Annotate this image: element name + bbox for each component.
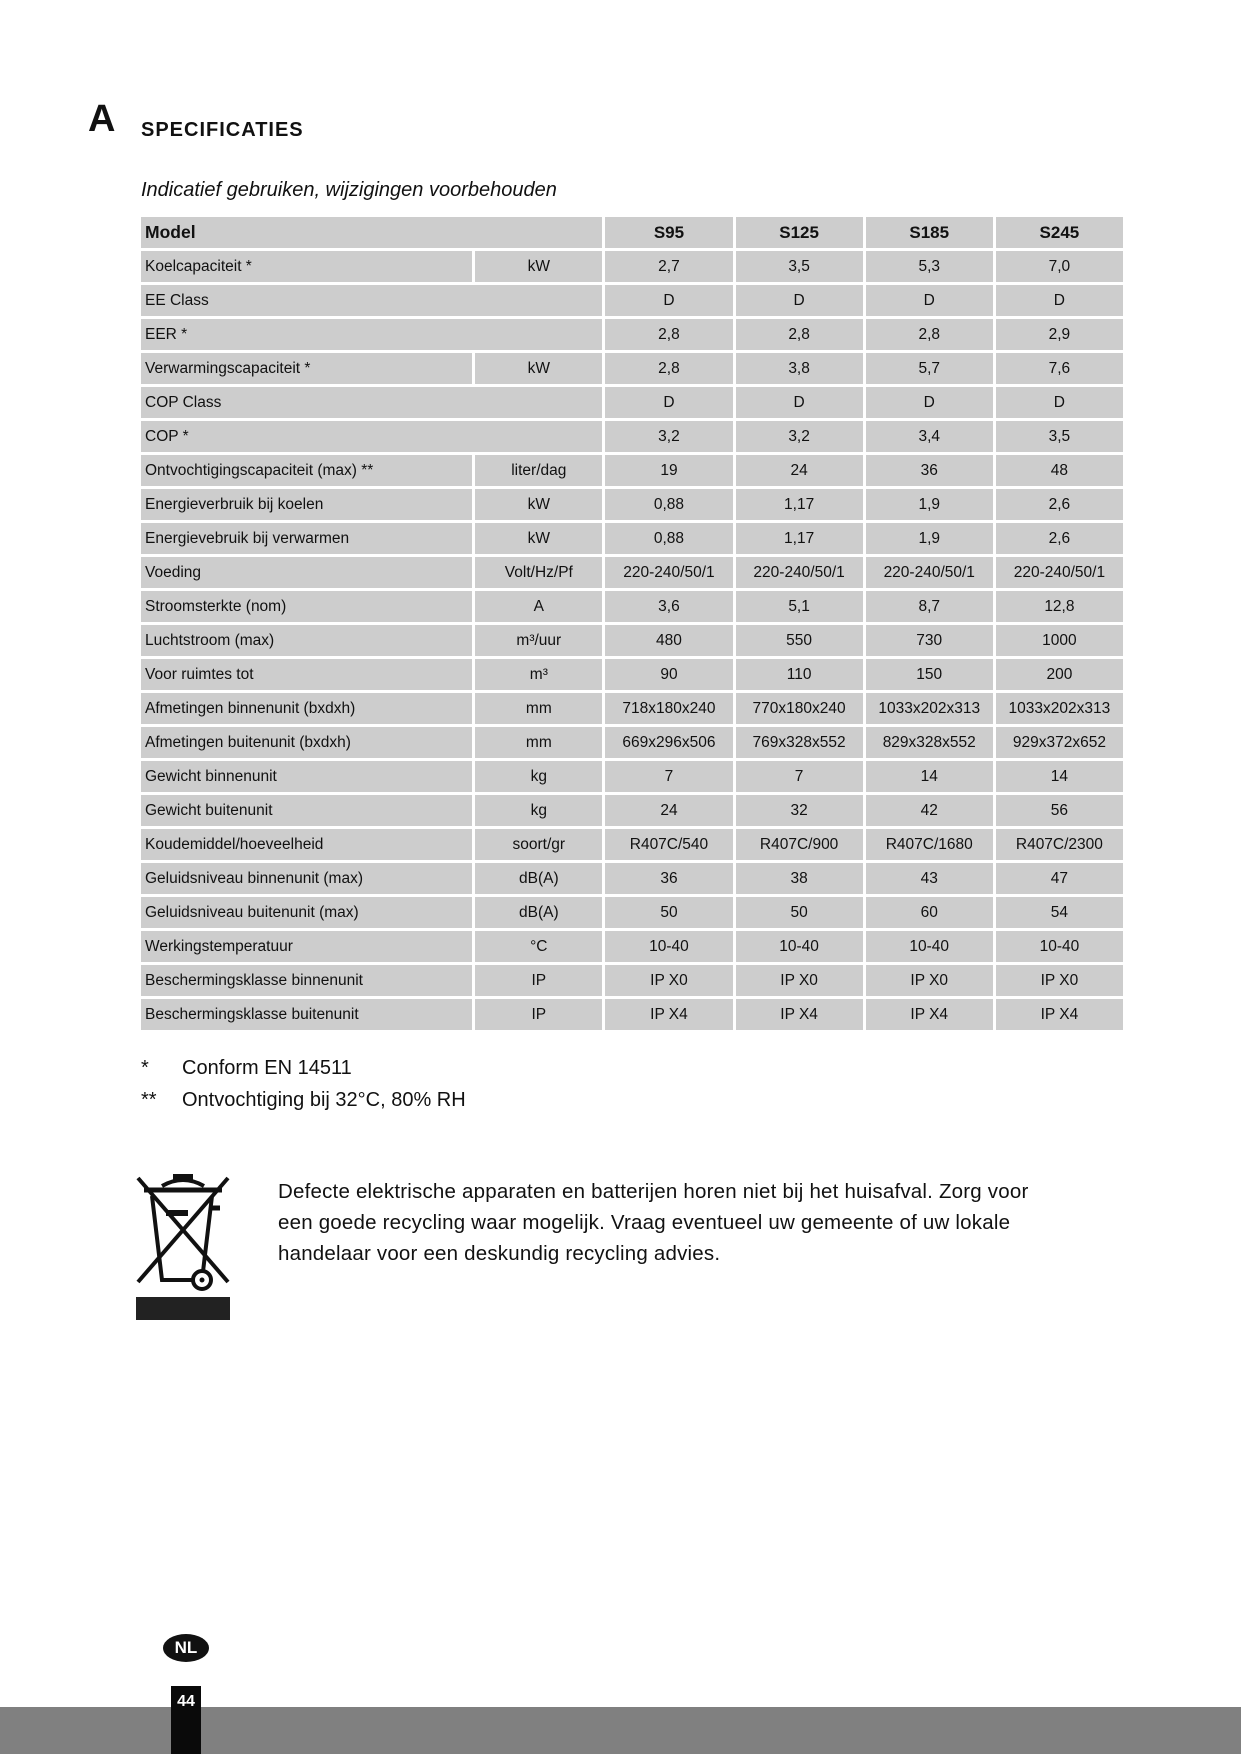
- value-cell: 200: [996, 659, 1123, 690]
- value-cell: 14: [996, 761, 1123, 792]
- value-cell: 2,8: [866, 319, 993, 350]
- table-body: [141, 251, 1123, 1030]
- language-badge: NL: [163, 1634, 209, 1662]
- value-cell: 150: [866, 659, 993, 690]
- value-cell: 550: [736, 625, 863, 656]
- value-cell: 32: [736, 795, 863, 826]
- value-cell: 1033x202x313: [996, 693, 1123, 724]
- value-cell: 718x180x240: [605, 693, 732, 724]
- footnote: [141, 1084, 466, 1116]
- table-row: [141, 319, 1123, 350]
- value-cell: IP X0: [736, 965, 863, 996]
- row-unit: dB(A): [475, 897, 602, 928]
- value-cell: IP X4: [736, 999, 863, 1030]
- value-cell: 10-40: [605, 931, 732, 962]
- value-cell: 1,17: [736, 523, 863, 554]
- value-cell: 3,6: [605, 591, 732, 622]
- footnote: [141, 1052, 466, 1084]
- row-unit: kW: [475, 489, 602, 520]
- value-cell: R407C/1680: [866, 829, 993, 860]
- value-cell: IP X4: [605, 999, 732, 1030]
- weee-crossed-bin-icon: [136, 1172, 230, 1325]
- row-unit: soort/gr: [475, 829, 602, 860]
- value-cell: 42: [866, 795, 993, 826]
- value-cell: 43: [866, 863, 993, 894]
- value-cell: 1,9: [866, 523, 993, 554]
- value-cell: 2,6: [996, 523, 1123, 554]
- value-cell: 2,8: [605, 319, 732, 350]
- row-label: Energieverbruik bij koelen: [141, 489, 472, 520]
- row-label: Luchtstroom (max): [141, 625, 472, 656]
- row-label: Voeding: [141, 557, 472, 588]
- value-cell: 3,5: [736, 251, 863, 282]
- value-cell: 10-40: [996, 931, 1123, 962]
- value-cell: D: [605, 387, 732, 418]
- row-unit: mm: [475, 727, 602, 758]
- value-cell: 5,3: [866, 251, 993, 282]
- value-cell: D: [866, 387, 993, 418]
- value-cell: 1,9: [866, 489, 993, 520]
- header-model: S245: [996, 217, 1123, 248]
- value-cell: 480: [605, 625, 732, 656]
- value-cell: 3,8: [736, 353, 863, 384]
- row-unit: kW: [475, 523, 602, 554]
- header-model: S185: [866, 217, 993, 248]
- row-unit: kg: [475, 795, 602, 826]
- value-cell: 24: [605, 795, 732, 826]
- table-header-row: [141, 217, 1123, 248]
- row-label: Geluidsniveau binnenunit (max): [141, 863, 472, 894]
- table-row: [141, 897, 1123, 928]
- table-row: [141, 795, 1123, 826]
- value-cell: 220-240/50/1: [736, 557, 863, 588]
- table-row: [141, 965, 1123, 996]
- row-unit: IP: [475, 999, 602, 1030]
- footnote-text: Conform EN 14511: [182, 1057, 352, 1079]
- table-row: [141, 625, 1123, 656]
- value-cell: D: [996, 387, 1123, 418]
- value-cell: 220-240/50/1: [605, 557, 732, 588]
- row-unit: Volt/Hz/Pf: [475, 557, 602, 588]
- value-cell: 110: [736, 659, 863, 690]
- value-cell: 770x180x240: [736, 693, 863, 724]
- value-cell: 5,1: [736, 591, 863, 622]
- row-label: Energievebruik bij verwarmen: [141, 523, 472, 554]
- value-cell: IP X4: [866, 999, 993, 1030]
- value-cell: 5,7: [866, 353, 993, 384]
- row-unit: m³: [475, 659, 602, 690]
- value-cell: 3,2: [736, 421, 863, 452]
- value-cell: 8,7: [866, 591, 993, 622]
- row-unit: m³/uur: [475, 625, 602, 656]
- row-unit: kg: [475, 761, 602, 792]
- value-cell: IP X0: [996, 965, 1123, 996]
- value-cell: D: [866, 285, 993, 316]
- value-cell: 24: [736, 455, 863, 486]
- table-row: [141, 421, 1123, 452]
- row-label: Beschermingsklasse binnenunit: [141, 965, 472, 996]
- table-row: [141, 659, 1123, 690]
- table-row: [141, 829, 1123, 860]
- value-cell: R407C/2300: [996, 829, 1123, 860]
- row-unit: °C: [475, 931, 602, 962]
- header-model-label: Model: [141, 217, 602, 248]
- value-cell: D: [605, 285, 732, 316]
- row-label: Afmetingen buitenunit (bxdxh): [141, 727, 472, 758]
- row-unit: mm: [475, 693, 602, 724]
- value-cell: 2,6: [996, 489, 1123, 520]
- row-unit: IP: [475, 965, 602, 996]
- table-row: [141, 557, 1123, 588]
- table-row: [141, 523, 1123, 554]
- row-label: Koelcapaciteit *: [141, 251, 472, 282]
- table-row: [141, 455, 1123, 486]
- footnote-mark: **: [141, 1089, 157, 1111]
- table-row: [141, 591, 1123, 622]
- section-title: SPECIFICATIES: [141, 119, 304, 141]
- value-cell: D: [996, 285, 1123, 316]
- row-label: EE Class: [141, 285, 602, 316]
- table-row: [141, 387, 1123, 418]
- footnotes: [141, 1052, 466, 1116]
- table-row: [141, 863, 1123, 894]
- value-cell: IP X0: [605, 965, 732, 996]
- table-row: [141, 931, 1123, 962]
- value-cell: 56: [996, 795, 1123, 826]
- subtitle: Indicatief gebruiken, wijzigingen voorbehouden: [141, 179, 557, 201]
- table-row: [141, 285, 1123, 316]
- value-cell: 14: [866, 761, 993, 792]
- row-label: COP Class: [141, 387, 602, 418]
- value-cell: 19: [605, 455, 732, 486]
- value-cell: 1033x202x313: [866, 693, 993, 724]
- row-label: COP *: [141, 421, 602, 452]
- value-cell: 220-240/50/1: [996, 557, 1123, 588]
- row-label: Stroomsterkte (nom): [141, 591, 472, 622]
- footnote-text: Ontvochtiging bij 32°C, 80% RH: [182, 1089, 466, 1111]
- value-cell: 7: [605, 761, 732, 792]
- row-unit: kW: [475, 353, 602, 384]
- value-cell: 47: [996, 863, 1123, 894]
- row-unit: kW: [475, 251, 602, 282]
- value-cell: 2,8: [605, 353, 732, 384]
- value-cell: 929x372x652: [996, 727, 1123, 758]
- value-cell: 769x328x552: [736, 727, 863, 758]
- value-cell: 36: [866, 455, 993, 486]
- disposal-notice: Defecte elektrische apparaten en batterijen horen niet bij het huisafval. Zorg voor een goede recycling waar mogelijk. Vraag eventueel uw gemeente of uw lokale handelaar voor een deskundig recycling advies.: [278, 1180, 1029, 1265]
- header-model: S95: [605, 217, 732, 248]
- value-cell: 90: [605, 659, 732, 690]
- value-cell: 0,88: [605, 523, 732, 554]
- value-cell: 1000: [996, 625, 1123, 656]
- value-cell: 60: [866, 897, 993, 928]
- row-label: Beschermingsklasse buitenunit: [141, 999, 472, 1030]
- row-label: Geluidsniveau buitenunit (max): [141, 897, 472, 928]
- table-row: [141, 251, 1123, 282]
- table-row: [141, 489, 1123, 520]
- row-label: Voor ruimtes tot: [141, 659, 472, 690]
- value-cell: 54: [996, 897, 1123, 928]
- row-label: Afmetingen binnenunit (bxdxh): [141, 693, 472, 724]
- value-cell: 1,17: [736, 489, 863, 520]
- value-cell: 10-40: [736, 931, 863, 962]
- table-row: [141, 693, 1123, 724]
- row-label: Verwarmingscapaciteit *: [141, 353, 472, 384]
- value-cell: 7: [736, 761, 863, 792]
- value-cell: 7,0: [996, 251, 1123, 282]
- value-cell: IP X4: [996, 999, 1123, 1030]
- value-cell: D: [736, 387, 863, 418]
- value-cell: 48: [996, 455, 1123, 486]
- section-letter: A: [88, 98, 116, 140]
- row-label: Ontvochtigingscapaciteit (max) **: [141, 455, 472, 486]
- row-label: Gewicht buitenunit: [141, 795, 472, 826]
- table-row: [141, 761, 1123, 792]
- value-cell: D: [736, 285, 863, 316]
- page-number: 44: [171, 1686, 201, 1754]
- value-cell: 2,9: [996, 319, 1123, 350]
- value-cell: 3,4: [866, 421, 993, 452]
- value-cell: 2,7: [605, 251, 732, 282]
- value-cell: 38: [736, 863, 863, 894]
- header-model: S125: [736, 217, 863, 248]
- value-cell: 730: [866, 625, 993, 656]
- value-cell: 829x328x552: [866, 727, 993, 758]
- value-cell: R407C/540: [605, 829, 732, 860]
- row-unit: A: [475, 591, 602, 622]
- value-cell: 220-240/50/1: [866, 557, 993, 588]
- row-unit: liter/dag: [475, 455, 602, 486]
- value-cell: 50: [605, 897, 732, 928]
- row-unit: dB(A): [475, 863, 602, 894]
- table-row: [141, 999, 1123, 1030]
- value-cell: 669x296x506: [605, 727, 732, 758]
- row-label: Koudemiddel/hoeveelheid: [141, 829, 472, 860]
- value-cell: 3,5: [996, 421, 1123, 452]
- footnote-mark: *: [141, 1057, 149, 1079]
- table-row: [141, 353, 1123, 384]
- value-cell: 7,6: [996, 353, 1123, 384]
- value-cell: 12,8: [996, 591, 1123, 622]
- value-cell: 10-40: [866, 931, 993, 962]
- row-label: Gewicht binnenunit: [141, 761, 472, 792]
- value-cell: R407C/900: [736, 829, 863, 860]
- value-cell: IP X0: [866, 965, 993, 996]
- value-cell: 3,2: [605, 421, 732, 452]
- row-label: EER *: [141, 319, 602, 350]
- specifications-table: [138, 214, 1126, 1033]
- value-cell: 50: [736, 897, 863, 928]
- row-label: Werkingstemperatuur: [141, 931, 472, 962]
- value-cell: 0,88: [605, 489, 732, 520]
- value-cell: 36: [605, 863, 732, 894]
- table-row: [141, 727, 1123, 758]
- value-cell: 2,8: [736, 319, 863, 350]
